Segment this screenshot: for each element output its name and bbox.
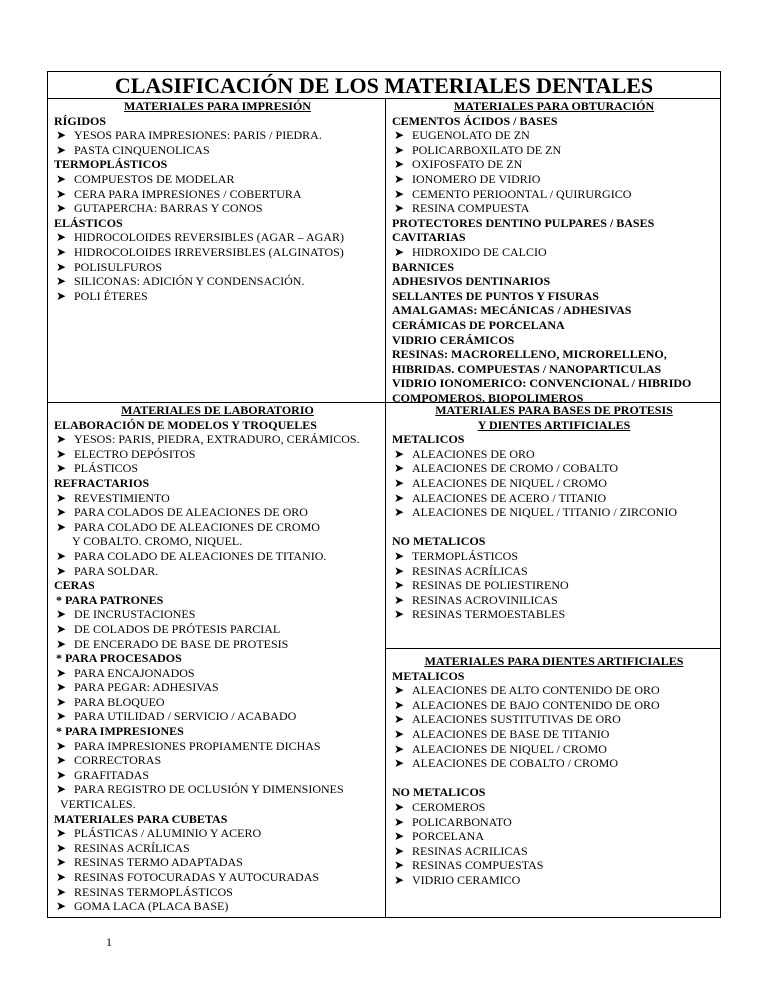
- category-label: PROTECTORES DENTINO PULPARES / BASES: [392, 215, 655, 230]
- arrow-bullet-icon: ➤: [56, 244, 67, 259]
- list-item: ➤ PARA BLOQUEO: [56, 694, 165, 709]
- list-item: ➤ POLISULFUROS: [56, 259, 163, 274]
- category-label: CEMENTOS ÁCIDOS / BASES: [392, 113, 558, 128]
- list-item: ➤ PARA UTILIDAD / SERVICIO / ACABADO: [56, 709, 297, 724]
- arrow-bullet-icon: ➤: [394, 592, 405, 607]
- arrow-bullet-icon: ➤: [56, 274, 67, 289]
- arrow-bullet-icon: ➤: [56, 738, 67, 753]
- arrow-bullet-icon: ➤: [394, 475, 405, 490]
- list-item: ➤ PARA PEGAR: ADHESIVAS: [56, 680, 219, 695]
- list-item: ➤ PARA COLADOS DE ALEACIONES DE ORO: [56, 505, 308, 520]
- arrow-bullet-icon: ➤: [394, 712, 405, 727]
- category-label: METALICOS: [392, 432, 465, 447]
- category-label: MATERIALES PARA CUBETAS: [54, 811, 228, 826]
- section-impresion: [48, 99, 385, 402]
- list-item: ➤ VIDRIO CERAMICO: [394, 872, 521, 887]
- arrow-bullet-icon: ➤: [394, 128, 405, 143]
- list-item: ➤ PARA SOLDAR.: [56, 563, 159, 578]
- category-label: RESINAS: MACRORELLENO, MICRORELLENO,: [392, 347, 667, 362]
- arrow-bullet-icon: ➤: [394, 843, 405, 858]
- arrow-bullet-icon: ➤: [394, 142, 405, 157]
- list-item: ➤ PARA REGISTRO DE OCLUSIÓN Y DIMENSIONES: [56, 782, 344, 797]
- arrow-bullet-icon: ➤: [56, 855, 67, 870]
- list-item: ➤ ALEACIONES DE BAJO CONTENIDO DE ORO: [394, 697, 660, 712]
- arrow-bullet-icon: ➤: [56, 432, 67, 447]
- category-label: ELÁSTICOS: [54, 215, 123, 230]
- item-list: [392, 683, 716, 771]
- arrow-bullet-icon: ➤: [56, 636, 67, 651]
- item-list: [54, 432, 381, 476]
- list-item: ➤ RESINAS TERMOPLÁSTICOS: [56, 884, 233, 899]
- category-label: NO METALICOS: [392, 785, 486, 800]
- list-item: ➤ REVESTIMIENTO: [56, 490, 170, 505]
- arrow-bullet-icon: ➤: [394, 607, 405, 622]
- list-item: ➤ PASTA CINQUENOLICAS: [56, 142, 210, 157]
- list-item: ➤ DE INCRUSTACIONES: [56, 607, 196, 622]
- list-item: ➤ ALEACIONES DE BASE DE TITANIO: [394, 726, 610, 741]
- arrow-bullet-icon: ➤: [56, 840, 67, 855]
- list-item: ➤ HIDROCOLOIDES REVERSIBLES (AGAR – AGAR): [56, 230, 345, 245]
- item-list: [54, 128, 381, 157]
- list-item: ➤ PARA ENCAJONADOS: [56, 665, 195, 680]
- arrow-bullet-icon: ➤: [394, 697, 405, 712]
- page-number: 1: [106, 935, 112, 949]
- arrow-bullet-icon: ➤: [394, 186, 405, 201]
- arrow-bullet-icon: ➤: [394, 741, 405, 756]
- list-item: ➤ RESINAS FOTOCURADAS Y AUTOCURADAS: [56, 870, 320, 884]
- section-obturacion: [386, 99, 720, 402]
- section-laboratorio: [48, 403, 385, 917]
- arrow-bullet-icon: ➤: [394, 548, 405, 563]
- category-label: AMALGAMAS: MECÁNICAS / ADHESIVAS: [392, 303, 632, 318]
- list-item: ➤ HIDROXIDO DE CALCIO: [394, 244, 547, 259]
- arrow-bullet-icon: ➤: [394, 490, 405, 505]
- list-item: ➤ RESINAS TERMOESTABLES: [394, 607, 566, 622]
- list-item: ➤ RESINAS ACRILICAS: [394, 843, 528, 858]
- list-item: ➤ ALEACIONES DE COBALTO / CROMO: [394, 756, 619, 771]
- arrow-bullet-icon: ➤: [394, 563, 405, 578]
- category-label: CERÁMICAS DE PORCELANA: [392, 317, 565, 332]
- arrow-bullet-icon: ➤: [56, 186, 67, 201]
- category-label: RÍGIDOS: [54, 113, 107, 128]
- arrow-bullet-icon: ➤: [394, 446, 405, 461]
- list-item: ➤ POLICARBONATO: [394, 814, 512, 829]
- category-label: VIDRIO IONOMERICO: CONVENCIONAL / HIBRIDO: [392, 376, 692, 391]
- category-label: TERMOPLÁSTICOS: [54, 157, 168, 172]
- list-item: ➤ POLICARBOXILATO DE ZN: [394, 142, 562, 157]
- list-item: ➤ CEROMEROS: [394, 799, 486, 814]
- list-item: ➤ RESINAS TERMO ADAPTADAS: [56, 855, 243, 870]
- arrow-bullet-icon: ➤: [394, 756, 405, 771]
- arrow-bullet-icon: ➤: [56, 505, 67, 520]
- list-item: ➤ RESINAS ACRÍLICAS: [56, 840, 190, 855]
- item-list: [392, 800, 716, 888]
- list-item: ➤ PORCELANA: [394, 829, 485, 844]
- list-item-continuation: VERTICALES.: [60, 797, 136, 812]
- list-item: ➤ CEMENTO PERIOONTAL / QUIRURGICO: [394, 186, 632, 201]
- list-item: ➤ GUTAPERCHA: BARRAS Y CONOS: [56, 201, 263, 216]
- arrow-bullet-icon: ➤: [56, 899, 67, 914]
- section-heading: Y DIENTES ARTIFICIALES: [477, 417, 631, 432]
- list-item: ➤ DE ENCERADO DE BASE DE PROTESIS: [56, 636, 289, 651]
- arrow-bullet-icon: ➤: [56, 753, 67, 768]
- arrow-bullet-icon: ➤: [56, 490, 67, 505]
- list-item: ➤ ALEACIONES SUSTITUTIVAS DE ORO: [394, 712, 621, 727]
- list-item: ➤ GRAFITADAS: [56, 767, 150, 782]
- list-item: ➤ YESOS: PARIS, PIEDRA, EXTRADURO, CERÁMICOS.: [56, 432, 360, 447]
- category-label: HIBRIDAS. COMPUESTAS / NANOPARTICULAS: [392, 361, 662, 376]
- arrow-bullet-icon: ➤: [394, 157, 405, 172]
- list-item: ➤ RESINAS ACRÍLICAS: [394, 563, 528, 578]
- list-item: ➤ HIDROCOLOIDES IRREVERSIBLES (ALGINATOS): [56, 244, 344, 259]
- arrow-bullet-icon: ➤: [394, 578, 405, 593]
- arrow-bullet-icon: ➤: [394, 244, 405, 259]
- arrow-bullet-icon: ➤: [56, 884, 67, 899]
- arrow-bullet-icon: ➤: [56, 621, 67, 636]
- arrow-bullet-icon: ➤: [56, 826, 67, 841]
- document-title: CLASIFICACIÓN DE LOS MATERIALES DENTALES: [48, 72, 720, 99]
- subcategory-label: * PARA IMPRESIONES: [56, 724, 184, 739]
- list-item: ➤ RESINA COMPUESTA: [394, 201, 530, 216]
- arrow-bullet-icon: ➤: [394, 858, 405, 873]
- list-item: ➤ RESINAS DE POLIESTIRENO: [394, 578, 569, 593]
- category-label: REFRACTARIOS: [54, 475, 150, 490]
- list-item: ➤ POLI ÉTERES: [56, 288, 148, 303]
- arrow-bullet-icon: ➤: [56, 548, 67, 563]
- list-item: ➤ ALEACIONES DE ALTO CONTENIDO DE ORO: [394, 683, 660, 698]
- arrow-bullet-icon: ➤: [394, 683, 405, 698]
- arrow-bullet-icon: ➤: [56, 259, 67, 274]
- item-list: [54, 230, 381, 303]
- category-label: ADHESIVOS DENTINARIOS: [392, 274, 551, 289]
- arrow-bullet-icon: ➤: [394, 872, 405, 887]
- arrow-bullet-icon: ➤: [56, 446, 67, 461]
- arrow-bullet-icon: ➤: [394, 461, 405, 476]
- classification-table: [47, 71, 721, 918]
- list-item: ➤ EUGENOLATO DE ZN: [394, 128, 530, 143]
- arrow-bullet-icon: ➤: [56, 201, 67, 216]
- arrow-bullet-icon: ➤: [56, 519, 67, 534]
- arrow-bullet-icon: ➤: [56, 142, 67, 157]
- arrow-bullet-icon: ➤: [394, 814, 405, 829]
- list-item: ➤ ALEACIONES DE ORO: [394, 446, 535, 461]
- category-label: METALICOS: [392, 668, 465, 683]
- section-heading: MATERIALES PARA DIENTES ARTIFICIALES: [424, 654, 684, 668]
- list-item: ➤ ALEACIONES DE NIQUEL / CROMO: [394, 741, 607, 756]
- list-item: ➤ ELECTRO DEPÓSITOS: [56, 446, 196, 461]
- item-list: [54, 172, 381, 216]
- arrow-bullet-icon: ➤: [56, 665, 67, 680]
- list-item: ➤ CERA PARA IMPRESIONES / COBERTURA: [56, 186, 302, 201]
- section-heading: MATERIALES DE LABORATORIO: [121, 403, 314, 417]
- arrow-bullet-icon: ➤: [56, 461, 67, 476]
- list-item: ➤ YESOS PARA IMPRESIONES: PARIS / PIEDRA.: [56, 128, 322, 143]
- item-list: [54, 826, 381, 914]
- category-label: NO METALICOS: [392, 534, 486, 549]
- subcategory-label: * PARA PROCESADOS: [56, 651, 182, 666]
- section-bases-protesis: [386, 403, 720, 648]
- list-item: ➤ CORRECTORAS: [56, 753, 162, 768]
- arrow-bullet-icon: ➤: [56, 563, 67, 578]
- item-list: [392, 128, 716, 216]
- list-item: ➤ SILICONAS: ADICIÓN Y CONDENSACIÓN.: [56, 274, 305, 289]
- arrow-bullet-icon: ➤: [394, 201, 405, 216]
- list-item: ➤ ALEACIONES DE NIQUEL / TITANIO / ZIRCONIO: [394, 505, 678, 520]
- list-item: ➤ TERMOPLÁSTICOS: [394, 548, 519, 563]
- category-label: CAVITARIAS: [392, 230, 466, 245]
- category-label: VIDRIO CERÁMICOS: [392, 332, 515, 347]
- arrow-bullet-icon: ➤: [394, 726, 405, 741]
- list-item: ➤ COMPUESTOS DE MODELAR: [56, 171, 235, 186]
- subcategory-label: * PARA PATRONES: [56, 592, 164, 607]
- category-label: SELLANTES DE PUNTOS Y FISURAS: [392, 288, 599, 303]
- category-label: CERAS: [54, 578, 95, 593]
- list-item: ➤ ALEACIONES DE ACERO / TITANIO: [394, 490, 607, 505]
- arrow-bullet-icon: ➤: [394, 171, 405, 186]
- arrow-bullet-icon: ➤: [56, 230, 67, 245]
- category-label: BARNICES: [392, 259, 455, 274]
- item-list: [54, 666, 381, 724]
- arrow-bullet-icon: ➤: [56, 128, 67, 143]
- list-item: ➤ PARA IMPRESIONES PROPIAMENTE DICHAS: [56, 738, 321, 753]
- list-item: ➤ PARA COLADO DE ALEACIONES DE CROMO: [56, 519, 320, 534]
- arrow-bullet-icon: ➤: [56, 694, 67, 709]
- list-item: ➤ ALEACIONES DE NIQUEL / CROMO: [394, 475, 607, 490]
- section-dientes-artificiales: [386, 654, 720, 917]
- list-item: ➤ RESINAS COMPUESTAS: [394, 858, 544, 873]
- arrow-bullet-icon: ➤: [394, 799, 405, 814]
- list-item: ➤ OXIFOSFATO DE ZN: [394, 157, 523, 172]
- list-item: ➤ ALEACIONES DE CROMO / COBALTO: [394, 461, 619, 476]
- section-heading: MATERIALES PARA OBTURACIÓN: [453, 99, 655, 113]
- arrow-bullet-icon: ➤: [56, 870, 67, 884]
- section-heading: MATERIALES PARA BASES DE PROTESIS: [435, 403, 673, 417]
- arrow-bullet-icon: ➤: [394, 829, 405, 844]
- arrow-bullet-icon: ➤: [56, 782, 67, 797]
- list-item: ➤ IONOMERO DE VIDRIO: [394, 171, 541, 186]
- list-item: ➤ PARA COLADO DE ALEACIONES DE TITANIO.: [56, 548, 327, 563]
- section-heading: MATERIALES PARA IMPRESIÓN: [124, 99, 311, 113]
- item-list: [392, 447, 716, 520]
- list-item-continuation: Y COBALTO. CROMO, NIQUEL.: [72, 534, 243, 549]
- item-list: [392, 245, 716, 260]
- arrow-bullet-icon: ➤: [56, 288, 67, 303]
- arrow-bullet-icon: ➤: [56, 680, 67, 695]
- list-item: ➤ PLÁSTICOS: [56, 461, 139, 476]
- arrow-bullet-icon: ➤: [56, 767, 67, 782]
- right-cell-divider: [386, 648, 720, 649]
- list-item: ➤ DE COLADOS DE PRÓTESIS PARCIAL: [56, 621, 281, 636]
- arrow-bullet-icon: ➤: [56, 709, 67, 724]
- category-label: ELABORACIÓN DE MODELOS Y TROQUELES: [54, 417, 317, 432]
- list-item: ➤ RESINAS ACROVINILICAS: [394, 592, 558, 607]
- item-list: [54, 607, 381, 651]
- list-item: ➤ PLÁSTICAS / ALUMINIO Y ACERO: [56, 826, 262, 841]
- list-item: ➤ GOMA LACA (PLACA BASE): [56, 899, 229, 914]
- item-list: [392, 549, 716, 622]
- category-list: [392, 260, 716, 402]
- arrow-bullet-icon: ➤: [394, 505, 405, 520]
- arrow-bullet-icon: ➤: [56, 171, 67, 186]
- arrow-bullet-icon: ➤: [56, 607, 67, 622]
- category-label: COMPOMEROS. BIOPOLIMEROS: [392, 390, 584, 402]
